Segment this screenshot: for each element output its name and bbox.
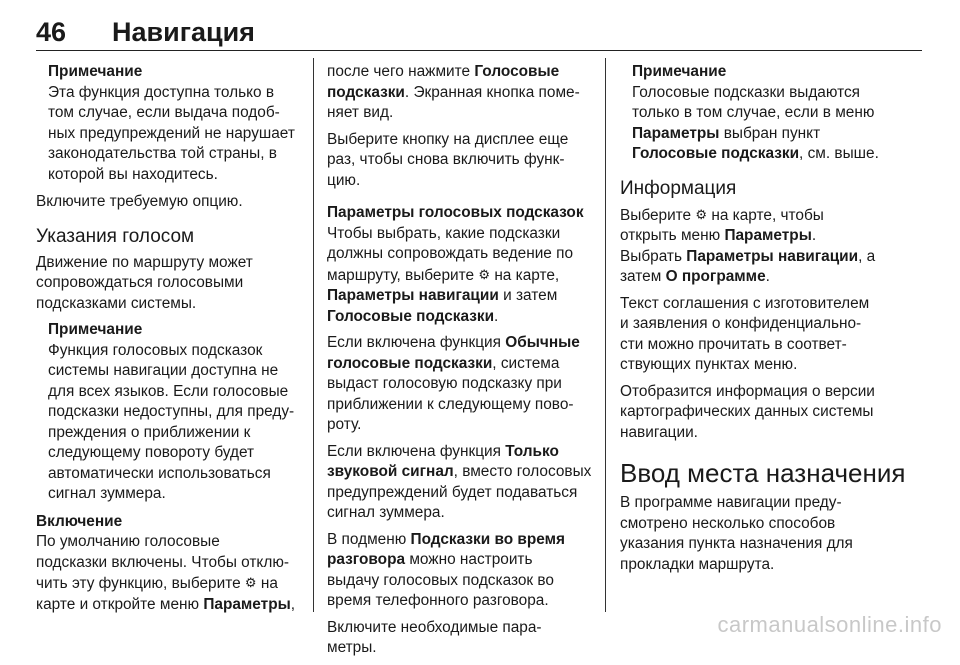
paragraph (327, 442, 599, 524)
text-line: подсказки включены. Чтобы отклю- (36, 553, 289, 571)
paragraph (620, 294, 925, 376)
text-line: указания пункта назначения для (620, 535, 853, 552)
note-line: которой вы находитесь. (48, 165, 218, 183)
note-line: системы навигации доступна не (48, 362, 279, 379)
paragraph (327, 130, 599, 192)
text-line: Текст соглашения с изготовителем (620, 294, 870, 312)
paragraph (36, 532, 306, 615)
text-fragment: , вместо голосовых (453, 463, 592, 480)
text-line: Отобразится информация о версии (620, 382, 875, 400)
page-header (36, 14, 922, 50)
note-line: законодательства той страны, в (48, 145, 277, 162)
note-line: для всех языков. Если голосовые (48, 382, 289, 400)
text-fragment: открыть меню (620, 227, 721, 244)
settings-icon: ⚙ (478, 266, 491, 282)
text-fragment: и затем (503, 287, 558, 304)
text-fragment: В подменю (327, 530, 407, 548)
header-divider (36, 50, 922, 51)
paragraph (327, 333, 599, 436)
text-fragment: карте и откройте меню (36, 595, 200, 613)
note-box (632, 62, 925, 165)
note-line: том случае, если выдача подоб- (48, 104, 280, 121)
text-line: время телефонного разговора. (327, 592, 549, 609)
column-3 (620, 62, 925, 581)
text-fragment: Выберите (620, 206, 692, 224)
paragraph (327, 62, 599, 124)
text-fragment: после чего нажмите (327, 63, 471, 80)
note-box (48, 320, 306, 505)
text-line: и заявления о конфиденциально- (620, 315, 862, 332)
note-heading: Примечание (632, 63, 727, 80)
text-line: ствующих пунктах меню. (620, 356, 798, 373)
text-line: Движение по маршруту может (36, 253, 253, 271)
text-line: роту. (327, 416, 362, 433)
note-line: только в том случае, если в меню (632, 104, 875, 121)
settings-icon: ⚙ (244, 575, 257, 590)
subsection-heading: Включение (36, 512, 123, 530)
note-box (48, 62, 306, 185)
text-line: метры. (327, 639, 377, 656)
text-fragment: на карте, чтобы (711, 206, 824, 224)
text-fragment: , система (492, 354, 560, 372)
text-fragment: Если включена функция (327, 442, 501, 460)
column-divider-2 (605, 58, 606, 612)
chapter-heading: Ввод места назначения (620, 458, 906, 488)
text-line: смотрено несколько способов (620, 514, 836, 532)
text-fragment: Если включена функция (327, 334, 501, 351)
submenu-name: Подсказки во время (410, 530, 565, 548)
text-line: приближении к следующему пово- (327, 395, 574, 413)
text-fragment: можно настроить (409, 551, 533, 568)
menu-name: Параметры (203, 595, 291, 613)
text-fragment: на (260, 575, 278, 592)
text-line: раз, чтобы снова включить функ- (327, 151, 565, 168)
column-divider-1 (313, 58, 314, 612)
text-fragment: , (290, 595, 296, 613)
text-fragment: . (494, 307, 499, 325)
text-fragment: на карте, (494, 266, 560, 284)
menu-name: О программе (665, 268, 766, 285)
menu-name: Параметры (724, 227, 812, 244)
page-number: 46 (36, 17, 67, 47)
paragraph (327, 530, 599, 612)
note-line: ных предупреждений не нарушает (48, 124, 295, 142)
menu-name: Параметры (632, 124, 720, 142)
option-name: Обычные (505, 334, 580, 351)
watermark: carmanualsonline.info (717, 612, 942, 637)
text-line: В программе навигации преду- (620, 494, 842, 511)
text-fragment: Выбрать (620, 247, 682, 265)
paragraph (36, 253, 306, 315)
text-line: подсказками системы. (36, 294, 197, 312)
text-line: выдачу голосовых подсказок во (327, 571, 554, 589)
option-name: Только (505, 442, 559, 460)
menu-name: Параметры навигации (327, 287, 499, 304)
submenu-name: разговора (327, 551, 406, 568)
text-line: навигации. (620, 423, 698, 441)
paragraph (620, 493, 925, 575)
text-fragment: чить эту функцию, выберите (36, 575, 241, 592)
text-fragment: затем (620, 268, 662, 285)
subsection-heading: Параметры голосовых подсказок (327, 204, 584, 221)
text-line: сигнал зуммера. (327, 504, 445, 521)
note-line: следующему повороту будет (48, 444, 255, 461)
paragraph (327, 224, 599, 328)
text-line: предупреждений будет подаваться (327, 483, 578, 501)
paragraph (327, 618, 599, 659)
note-line: автоматически использоваться (48, 464, 271, 482)
menu-name: Голосовые подсказки (632, 145, 800, 162)
option-name: голосовые подсказки (327, 354, 493, 372)
text-line: Чтобы выбрать, какие подсказки (327, 224, 561, 242)
column-2 (327, 62, 599, 665)
text-fragment: выбран пункт (723, 124, 821, 142)
paragraph (620, 205, 925, 288)
button-name: Голосовые (474, 63, 560, 80)
section-heading: Указания голосом (36, 225, 195, 247)
option-name: звуковой сигнал (327, 463, 454, 480)
paragraph (620, 382, 925, 444)
text-fragment: . (765, 268, 770, 285)
note-line: Эта функция доступна только в (48, 83, 275, 101)
page-title: Навигация (112, 17, 255, 47)
button-name: подсказки (327, 83, 405, 101)
text-line: По умолчанию голосовые (36, 533, 220, 550)
text-fragment: , а (858, 247, 876, 265)
text-line: Выберите кнопку на дисплее еще (327, 130, 569, 148)
column-1 (36, 62, 306, 621)
menu-name: Голосовые подсказки (327, 307, 495, 325)
paragraph: Включите требуемую опцию. (36, 193, 243, 210)
note-line: преждения о приближении к (48, 423, 251, 441)
text-fragment: , см. выше. (799, 145, 879, 162)
text-line: цию. (327, 171, 361, 189)
menu-name: Параметры навигации (686, 247, 859, 265)
text-fragment: маршруту, выберите (327, 266, 475, 284)
note-line: Функция голосовых подсказок (48, 341, 263, 359)
note-line (632, 144, 925, 165)
text-line: сопровождаться голосовыми (36, 274, 244, 291)
section-heading: Информация (620, 177, 737, 199)
text-line: выдаст голосовую подсказку при (327, 375, 562, 392)
text-fragment: . Экранная кнопка поме- (404, 83, 580, 101)
settings-icon: ⚙ (695, 206, 708, 222)
note-line (632, 124, 925, 145)
text-line: прокладки маршрута. (620, 555, 775, 573)
text-line: няет вид. (327, 104, 394, 121)
text-line: сти можно прочитать в соответ- (620, 335, 847, 353)
text-line: картографических данных системы (620, 403, 874, 420)
text-fragment: . (811, 227, 817, 244)
text-line: должны сопровождать ведение по (327, 245, 574, 262)
text-line: Включите необходимые пара- (327, 618, 542, 636)
note-line: Голосовые подсказки выдаются (632, 83, 860, 101)
note-heading: Примечание (48, 63, 143, 80)
note-line: подсказки недоступны, для преду- (48, 403, 295, 420)
note-heading: Примечание (48, 321, 143, 338)
note-line: сигнал зуммера. (48, 485, 166, 502)
